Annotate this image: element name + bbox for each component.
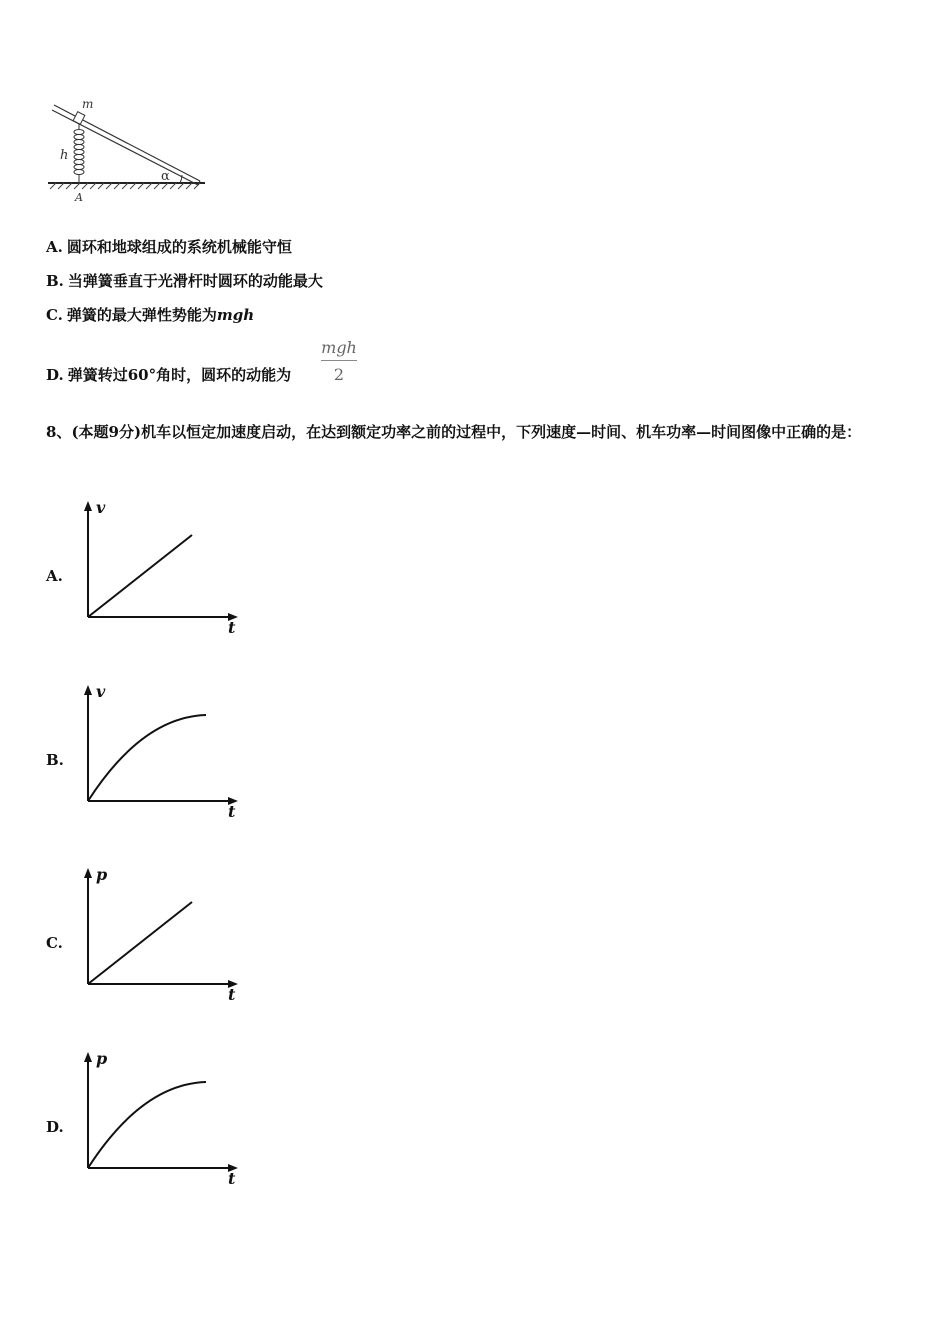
spring-rod-figure: [40, 95, 220, 205]
option-text: 当弹簧垂直于光滑杆时圆环的动能最大: [67, 272, 323, 290]
x-axis-label: t: [228, 1169, 236, 1188]
option-label: B.: [46, 272, 64, 290]
fraction-denominator: 2: [333, 365, 345, 384]
graph-c: [72, 862, 252, 1012]
question-number: 8、: [46, 423, 72, 441]
angle-label: α: [161, 169, 170, 184]
option-d: [46, 364, 291, 385]
option-label: C.: [46, 306, 63, 324]
y-axis-arrow: [84, 685, 92, 695]
x-axis-label: t: [228, 985, 236, 1004]
fraction-numerator: mgh: [321, 338, 357, 357]
x-axis-label: t: [228, 618, 236, 637]
option-a: [46, 236, 292, 257]
data-curve: [88, 535, 192, 617]
option-text: 弹簧转过60°角时，圆环的动能为: [67, 366, 292, 384]
y-axis-arrow: [84, 868, 92, 878]
mass-label: m: [82, 97, 94, 111]
option-text: 圆环和地球组成的系统机械能守恒: [66, 238, 292, 256]
y-axis-arrow: [84, 1052, 92, 1062]
data-curve: [88, 1082, 206, 1168]
height-label: h: [60, 148, 69, 163]
graph-option-b-label: B.: [46, 751, 64, 769]
option-text: 弹簧的最大弹性势能为: [66, 306, 217, 324]
y-axis-label: v: [96, 498, 106, 517]
y-axis-arrow: [84, 501, 92, 511]
y-axis-label: p: [96, 1049, 108, 1068]
x-axis-label: t: [228, 802, 236, 821]
data-curve: [88, 715, 206, 801]
option-math: mgh: [216, 306, 255, 324]
graph-b: [72, 679, 252, 829]
point-label: A: [75, 191, 83, 204]
graph-a: [72, 495, 252, 645]
graph-option-a-label: A.: [46, 567, 63, 585]
question-text: (本题9分)机车以恒定加速度启动，在达到额定功率之前的过程中，下列速度—时间、机车功率—时间图像中正确的是：: [71, 423, 862, 441]
data-curve: [88, 902, 192, 984]
option-label: D.: [46, 366, 64, 384]
y-axis-label: p: [96, 865, 108, 884]
y-axis-label: v: [96, 682, 106, 701]
fraction-mgh-over-2: [321, 338, 357, 384]
graph-option-d-label: D.: [46, 1118, 64, 1136]
option-b: [46, 270, 323, 291]
question-8: [46, 414, 916, 450]
spring-coil: [74, 123, 84, 183]
option-c: [46, 304, 254, 325]
graph-d: [72, 1046, 252, 1196]
option-label: A.: [46, 238, 63, 256]
graph-option-c-label: C.: [46, 934, 63, 952]
fraction-bar: [321, 360, 357, 361]
